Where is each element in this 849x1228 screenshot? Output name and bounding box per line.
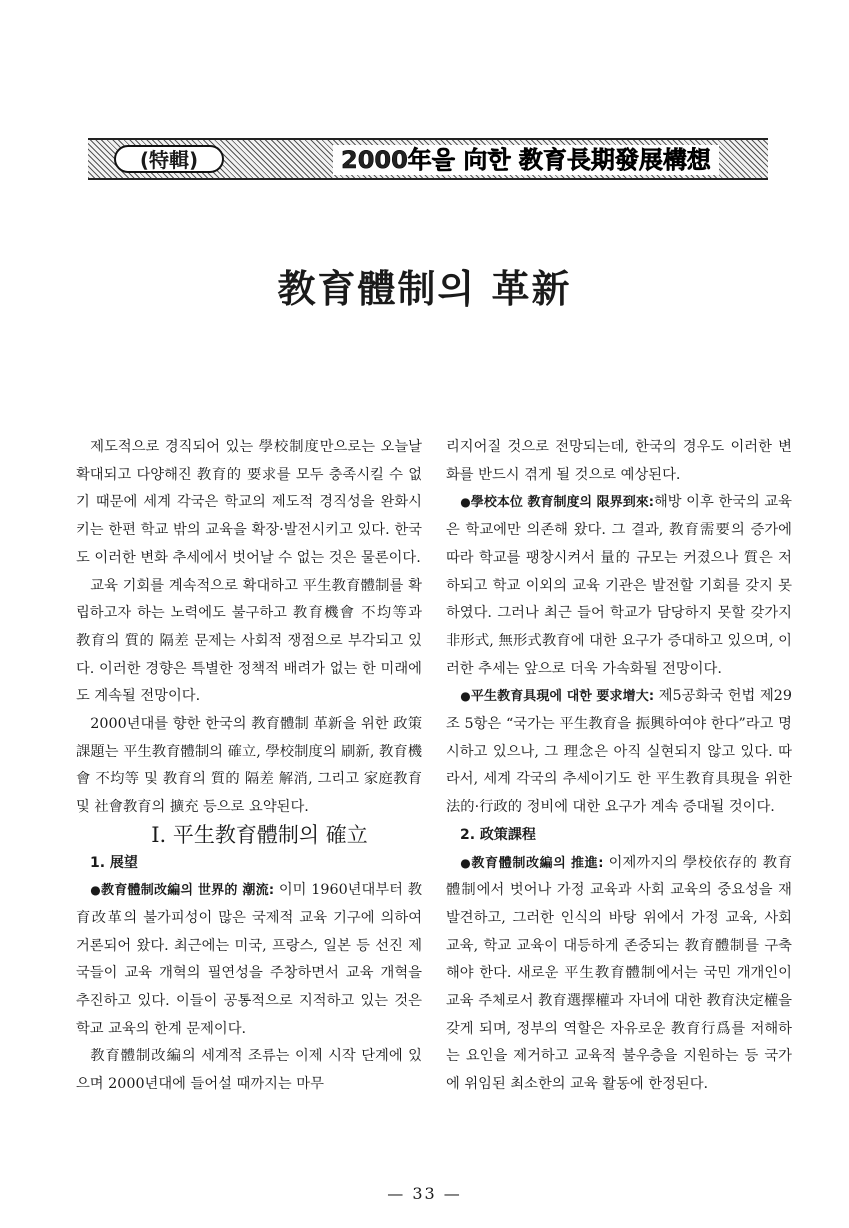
intro-paragraph-3: 2000년대를 향한 한국의 教育體制 革新을 위한 政策課題는 平生教育體制의 確立, 學校制度의 刷新, 教育機會 不均等 및 教育의 質的 隔差 解消, 그리고 家庭教育 및 社會教育의 擴充 등으로 요약된다.: [76, 716, 422, 816]
bullet-icon: ●: [460, 689, 471, 704]
bullet-icon: ●: [460, 495, 471, 510]
paragraph-text: 이제까지의 學校依存的 教育體制에서 벗어나 가정 교육과 사회 교육의 중요성을 재발견하고, 그러한 인식의 바탕 위에서 가정 교육, 사회 교육, 학교 교육이 대등하게 존중되는 教育體制를 구축해야 한다. 새로운 平生教育體制에서는 국민 개개인이 교육 주체로서 教育選擇權과 자녀에 대한 教育決定權을 갖게 되며, 정부의 역할은 자유로운 教育行爲를 저해하는 요인을 제거하고 교육적 불우층을 지원하는 등 국가에 위임된 최소한의 교육 활동에 한정된다.: [446, 854, 792, 1093]
body-paragraph: [76, 877, 422, 1043]
special-feature-tag: (特輯): [114, 145, 224, 173]
bullet-icon: ●: [90, 883, 102, 898]
intro-paragraph-1: 제도적으로 경직되어 있는 學校制度만으로는 오늘날 확대되고 다양해진 教育的 要求를 모두 충족시킬 수 없기 때문에 세계 각국은 학교의 제도적 경직성을 완화시키는 한편 학교 밖의 교육을 확장·발전시키고 있다. 한국도 이러한 변화 추세에서 벗어날 수 없는 것은 물론이다.: [76, 439, 422, 566]
body-paragraph: [446, 850, 792, 1099]
paragraph-heading: 教育體制改編의 推進:: [471, 855, 604, 871]
left-column: [76, 434, 422, 1099]
body-paragraph: [446, 489, 792, 683]
paragraph-heading: 平生教育具現에 대한 要求增大:: [470, 689, 655, 705]
subsection-heading: 2. 政策課程: [460, 826, 536, 843]
body-paragraph: [446, 683, 792, 822]
right-column: [446, 434, 792, 1099]
intro-paragraph-2: 교육 기회를 계속적으로 확대하고 平生教育體制를 확립하고자 하는 노력에도 불구하고 教育機會 不均等과 教育의 質的 隔差 문제는 사회적 쟁점으로 부각되고 있다. 이러한 경향은 특별한 정책적 배려가 없는 한 미래에도 계속될 전망이다.: [76, 577, 422, 705]
paragraph-text: 해방 이후 한국의 교육은 학교에만 의존해 왔다. 그 결과, 教育需要의 증가에 따라 학교를 팽창시켜서 量的 규모는 커졌으나 質은 저하되고 학교 이외의 교육 기관은 발전할 기회를 갖지 못하였다. 그러나 최근 들어 학교가 담당하지 못할 갖가지 非形式, 無形式教育에 대한 요구가 증대하고 있으며, 이러한 추세는 앞으로 더욱 가속화될 전망이다.: [446, 494, 792, 677]
series-banner: [88, 138, 768, 180]
subsection-heading: 1. 展望: [90, 854, 138, 871]
continued-paragraph: 리지어질 것으로 전망되는데, 한국의 경우도 이러한 변화를 반드시 겪게 될 것으로 예상된다.: [446, 439, 792, 483]
section-heading: Ⅰ. 平生教育體制의 確立: [151, 822, 368, 847]
article-title: 教育體制의 革新: [277, 266, 572, 311]
bullet-icon: ●: [460, 855, 472, 870]
paragraph-text: 이미 1960년대부터 教育改革의 불가피성이 많은 국제적 교육 기구에 의하여 거론되어 왔다. 최근에는 미국, 프랑스, 일본 등 선진 제국들이 교육 개혁의 필연성을 주창하면서 교육 개혁을 추진하고 있다. 이들이 공통적으로 지적하고 있는 것은 학교 교육의 한계 문제이다.: [76, 882, 423, 1037]
series-title: 2000年을 向한 教育長期發展構想: [333, 145, 719, 175]
paragraph-heading: 學校本位 教育制度의 限界到來:: [470, 495, 654, 511]
paragraph-heading: 教育體制改編의 世界的 潮流:: [101, 883, 275, 899]
body-paragraph: 教育體制改編의 세계적 조류는 이제 시작 단계에 있으며 2000년대에 들어설 때까지는 마무: [76, 1048, 422, 1093]
page-number: — 33 —: [387, 1184, 462, 1203]
paragraph-text: 제5공화국 헌법 제29조 5항은 “국가는 平生教育을 振興하여야 한다”라고 명시하고 있으나, 그 理念은 아직 실현되지 않고 있다. 따라서, 세계 각국의 추세이기도 한 平生教育具現을 위한 法的·行政的 정비에 대한 요구가 계속 증대될 것이다.: [446, 688, 792, 816]
